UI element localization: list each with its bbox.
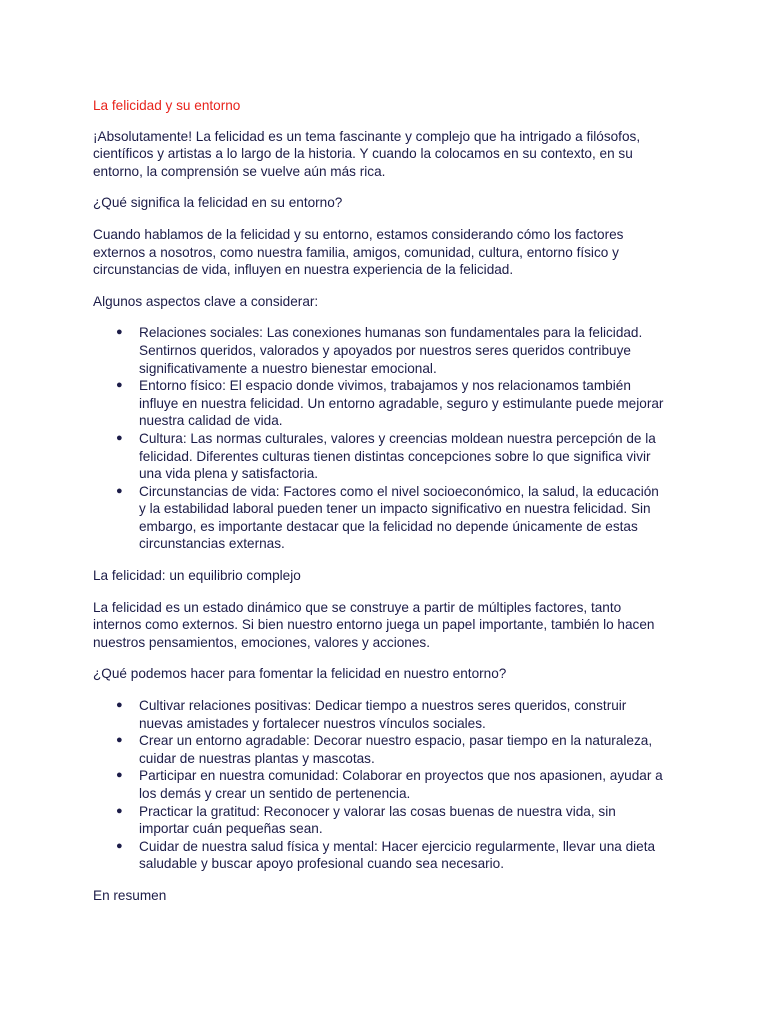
bullet-icon: ● (116, 379, 123, 392)
question-heading-actions: ¿Qué podemos hacer para fomentar la felicidad en nuestro entorno? (93, 666, 507, 682)
question-heading-meaning: ¿Qué significa la felicidad en su entorno? (93, 195, 343, 211)
list-item-text: Cultura: Las normas culturales, valores y creencias moldean nuestra percepción de la felicidad. Diferentes culturas tienen distintas concepciones sobre lo que significa vivir una vida plena y satisfactoria. (139, 430, 656, 482)
definition-paragraph: Cuando hablamos de la felicidad y su entorno, estamos considerando cómo los factores externos a nosotros, como nuestra familia, amigos, comunidad, cultura, entorno físico y circunstancias de vida, influyen en nuestra experiencia de la felicidad. (93, 226, 624, 278)
bullet-icon: ● (116, 839, 123, 852)
balance-heading: La felicidad: un equilibrio complejo (93, 568, 301, 584)
list-item (93, 377, 665, 430)
list-item (93, 732, 665, 767)
list-item-text: Relaciones sociales: Las conexiones humanas son fundamentales para la felicidad. Sentirnos queridos, valorados y apoyados por nuestros seres queridos contribuye significativamente a nuestro bienestar emocional. (139, 325, 643, 376)
list-item-text: Entorno físico: El espacio donde vivimos, trabajamos y nos relacionamos también influye en nuestra felicidad. Un entorno agradable, seguro y estimulante puede mejorar nuestra calidad de vida. (139, 378, 664, 429)
list-item-text: Participar en nuestra comunidad: Colaborar en proyectos que nos apasionen, ayudar a los demás y crear un sentido de pertenencia. (139, 768, 663, 801)
balance-paragraph: La felicidad es un estado dinámico que se construye a partir de múltiples factores, tanto internos como externos. Si bien nuestro entorno juega un papel importante, también lo hacen nuestros pensamientos, emociones, valores y acciones. (93, 599, 655, 650)
list-item (93, 483, 665, 553)
bullet-icon: ● (116, 804, 123, 817)
list-item-text: Cuidar de nuestra salud física y mental: Hacer ejercicio regularmente, llevar una dieta saludable y buscar apoyo profesional cuando sea necesario. (139, 838, 656, 872)
list-item-text: Crear un entorno agradable: Decorar nuestro espacio, pasar tiempo en la naturaleza, cuidar de nuestras plantas y mascotas. (139, 733, 653, 766)
list-item (93, 803, 665, 838)
aspects-heading: Algunos aspectos clave a considerar: (93, 293, 319, 309)
list-item (93, 697, 665, 732)
list-item (93, 324, 665, 377)
list-item-text: Cultivar relaciones positivas: Dedicar tiempo a nuestros seres queridos, construir nuevas amistades y fortalecer nuestros vínculos sociales. (139, 698, 627, 731)
list-item (93, 838, 665, 873)
bullet-icon: ● (116, 734, 123, 747)
document-page (93, 97, 665, 919)
summary-heading: En resumen (93, 887, 167, 903)
bullet-icon: ● (116, 431, 123, 444)
intro-paragraph: ¡Absolutamente! La felicidad es un tema fascinante y complejo que ha intrigado a filósofos, científicos y artistas a lo largo de la historia. Y cuando la colocamos en su contexto, en su entorno, la comprensión se vuelve aún más rica. (93, 128, 641, 179)
list-item (93, 767, 665, 802)
actions-list (93, 697, 665, 873)
bullet-icon: ● (116, 769, 123, 782)
bullet-icon: ● (116, 484, 123, 497)
list-item-text: Practicar la gratitud: Reconocer y valorar las cosas buenas de nuestra vida, sin importar cuán pequeñas sean. (139, 803, 616, 837)
bullet-icon: ● (116, 699, 123, 712)
list-item (93, 430, 665, 483)
bullet-icon: ● (116, 326, 123, 339)
document-title: La felicidad y su entorno (93, 98, 241, 113)
aspects-list (93, 324, 665, 553)
list-item-text: Circunstancias de vida: Factores como el nivel socioeconómico, la salud, la educación y la estabilidad laboral pueden tener un impacto significativo en nuestra felicidad. Sin embargo, es importante destacar que la felicidad no depende únicamente de estas circunstancias externas. (139, 483, 659, 552)
